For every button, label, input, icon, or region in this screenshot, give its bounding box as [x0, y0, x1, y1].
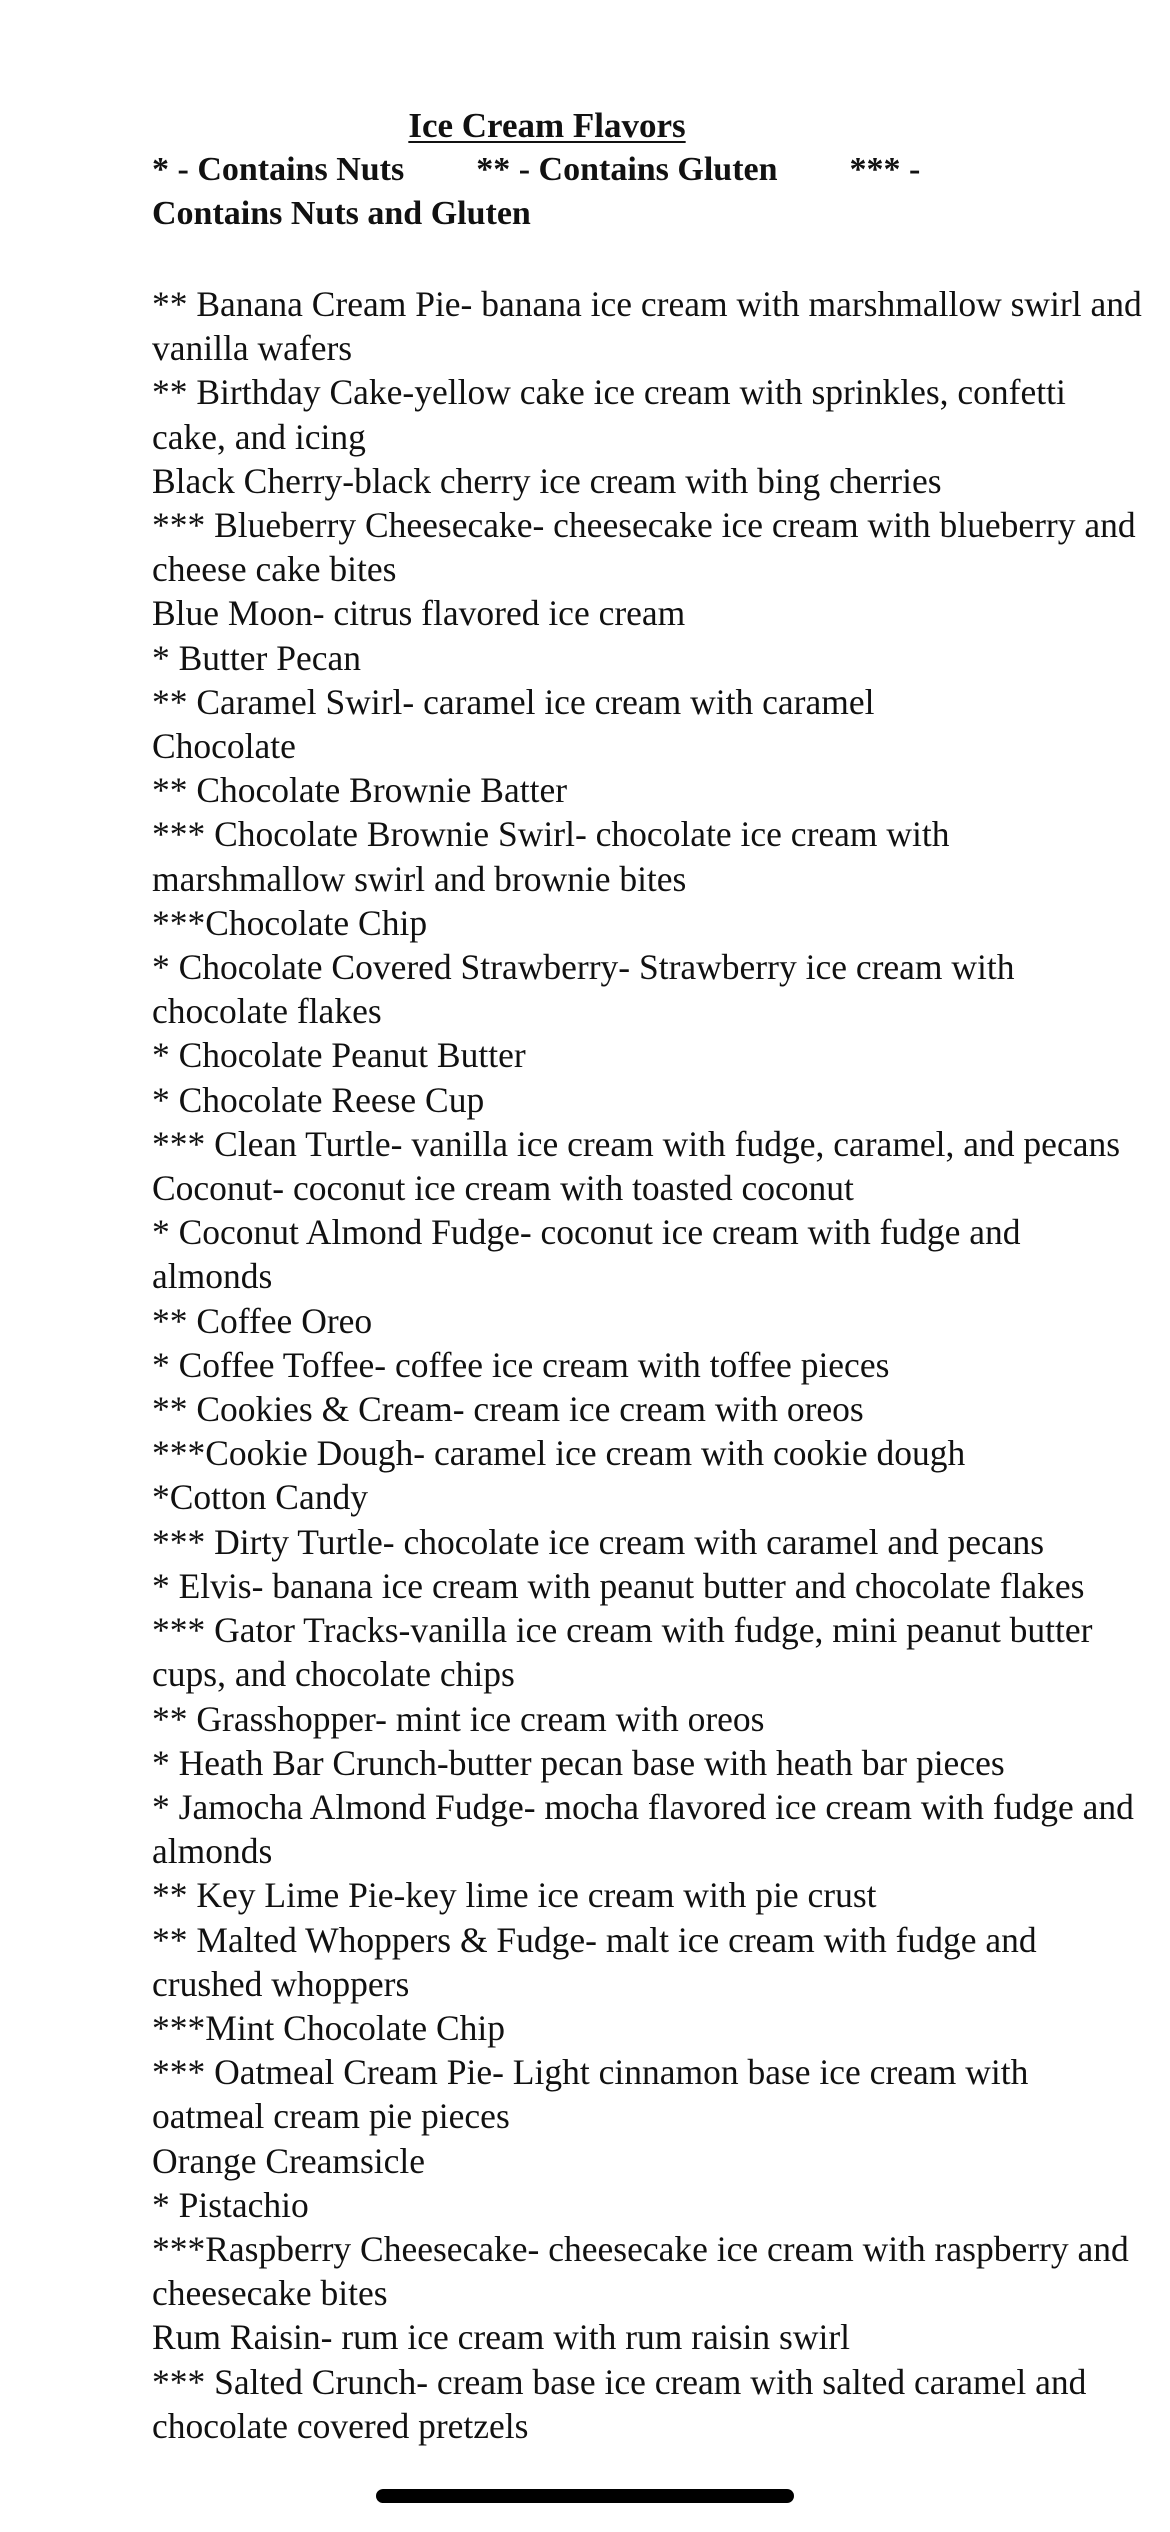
- flavor-item: * Coconut Almond Fudge- coconut ice cream with fudge and almonds: [152, 1212, 1021, 1297]
- flavor-item: ** Cookies & Cream- cream ice cream with oreos: [152, 1389, 864, 1430]
- flavor-item: *** Clean Turtle- vanilla ice cream with fudge, caramel, and pecans: [152, 1123, 1121, 1164]
- flavor-item: * Elvis- banana ice cream with peanut butter and chocolate flakes: [152, 1565, 1085, 1606]
- flavor-item: ** Coffee Oreo: [152, 1300, 373, 1341]
- flavor-list: [152, 282, 1142, 2448]
- legend-both-prefix: *** -: [849, 151, 921, 188]
- allergen-legend: [152, 148, 1012, 236]
- flavor-item: * Pistachio: [152, 2184, 309, 2225]
- flavor-item: ***Cookie Dough- caramel ice cream with cookie dough: [152, 1433, 966, 1474]
- legend-nuts: * - Contains Nuts: [152, 151, 405, 188]
- page-title: Ice Cream Flavors: [408, 106, 686, 145]
- flavor-item: ** Malted Whoppers & Fudge- malt ice cream with fudge and crushed whoppers: [152, 1919, 1037, 2004]
- flavor-item: * Chocolate Covered Strawberry- Strawberry ice cream with chocolate flakes: [152, 947, 1015, 1032]
- flavor-item: Orange Creamsicle: [152, 2140, 426, 2181]
- flavor-item: Black Cherry-black cherry ice cream with bing cherries: [152, 460, 942, 501]
- home-indicator[interactable]: [376, 2489, 794, 2503]
- flavor-item: Chocolate: [152, 726, 296, 767]
- flavor-item: *** Oatmeal Cream Pie- Light cinnamon base ice cream with oatmeal cream pie pieces: [152, 2052, 1029, 2137]
- flavor-item: *** Blueberry Cheesecake- cheesecake ice cream with blueberry and cheese cake bites: [152, 505, 1136, 590]
- flavor-item: * Chocolate Peanut Butter: [152, 1035, 526, 1076]
- flavor-item: ** Chocolate Brownie Batter: [152, 770, 568, 811]
- flavor-item: *** Salted Crunch- cream base ice cream with salted caramel and chocolate covered pretzels: [152, 2361, 1087, 2446]
- flavor-item: * Jamocha Almond Fudge- mocha flavored ice cream with fudge and almonds: [152, 1786, 1134, 1872]
- flavor-item: *Cotton Candy: [152, 1477, 368, 1518]
- flavor-item: *** Chocolate Brownie Swirl- chocolate ice cream with marshmallow swirl and brownie bites: [152, 814, 950, 899]
- flavor-item: ***Raspberry Cheesecake- cheesecake ice cream with raspberry and cheesecake bites: [152, 2228, 1129, 2314]
- flavor-item: *** Gator Tracks-vanilla ice cream with fudge, mini peanut butter cups, and chocolate chips: [152, 1610, 1093, 1695]
- flavor-item: ** Birthday Cake-yellow cake ice cream with sprinkles, confetti cake, and icing: [152, 372, 1066, 457]
- flavor-item: * Butter Pecan: [152, 637, 361, 678]
- flavor-item: ** Grasshopper- mint ice cream with oreos: [152, 1698, 765, 1739]
- flavor-item: *** Dirty Turtle- chocolate ice cream with caramel and pecans: [152, 1521, 1045, 1562]
- flavor-item: ** Banana Cream Pie- banana ice cream with marshmallow swirl and vanilla wafers: [152, 284, 1142, 369]
- flavor-item: * Coffee Toffee- coffee ice cream with toffee pieces: [152, 1344, 890, 1385]
- flavor-item: ** Key Lime Pie-key lime ice cream with pie crust: [152, 1875, 877, 1916]
- flavor-item: ***Chocolate Chip: [152, 902, 428, 943]
- flavor-item: Coconut- coconut ice cream with toasted coconut: [152, 1168, 854, 1209]
- flavor-item: Rum Raisin- rum ice cream with rum raisin swirl: [152, 2317, 851, 2358]
- flavor-item: * Heath Bar Crunch-butter pecan base with heath bar pieces: [152, 1742, 1005, 1783]
- legend-gluten: ** - Contains Gluten: [476, 151, 778, 188]
- flavor-item: ***Mint Chocolate Chip: [152, 2007, 506, 2048]
- flavor-item: * Chocolate Reese Cup: [152, 1079, 485, 1120]
- legend-both-text: Contains Nuts and Gluten: [152, 195, 531, 232]
- flavor-item: Blue Moon- citrus flavored ice cream: [152, 593, 686, 634]
- flavor-item: ** Caramel Swirl- caramel ice cream with caramel: [152, 681, 875, 722]
